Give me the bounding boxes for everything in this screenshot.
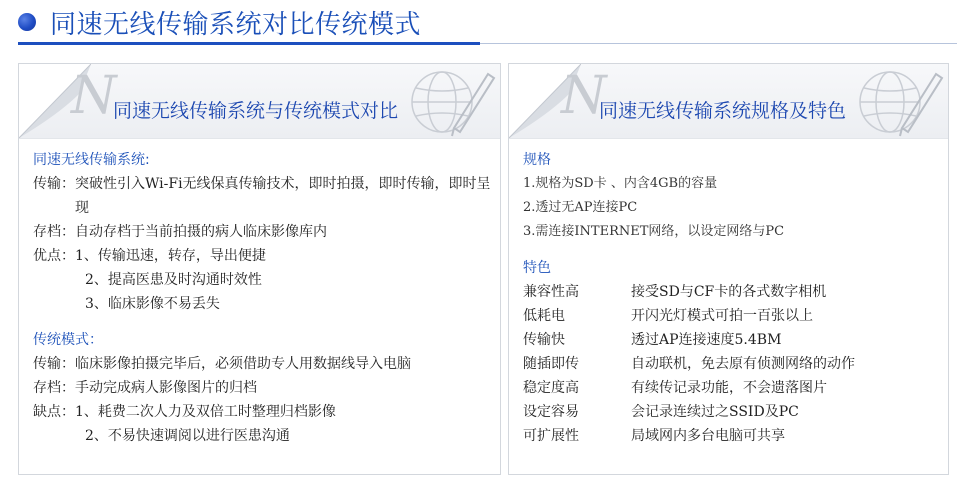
transfer-text: 突破性引入Wi-Fi无线保真传输技术，即时拍摄，即时传输，即时呈现 [75,176,491,216]
feature-desc: 有续传记录功能，不会遗落图片 [631,380,827,396]
banner-letter: N [71,66,117,126]
pros-label: 优点： [33,248,75,264]
wireless-transfer-row [33,172,492,220]
feature-name: 设定容易 [523,404,579,420]
feature-row [523,376,940,400]
wireless-pros-row [33,244,492,268]
features-heading: 特色 [523,260,551,276]
card-banner [509,64,948,139]
feature-name: 稳定度高 [523,380,579,396]
spec-card [508,63,949,475]
traditional-cons-row [33,400,492,424]
feature-row [523,304,940,328]
feature-row [523,328,940,352]
archive-text: 自动存档于当前拍摄的病人临床影像库内 [75,224,327,240]
card-banner [19,64,500,139]
feature-desc: 会记录连续过之SSID及PC [631,404,799,420]
page-title: 同速无线传输系统对比传统模式 [50,9,422,40]
feature-desc: 透过AP连接速度5.4BM [631,332,782,348]
spec-heading: 规格 [523,152,551,168]
comparison-card [18,63,501,475]
transfer-label: 传输： [33,356,75,372]
cons-label: 缺点： [33,404,75,420]
archive-label: 存档： [33,380,75,396]
card-title: 同速无线传输系统与传统模式对比 [113,100,399,122]
spec-item: 2.透过无AP连接PC [523,200,638,215]
feature-row [523,400,940,424]
pros-item: 1、传输迅速，转存，导出便捷 [75,248,266,264]
transfer-text: 临床影像拍摄完毕后，必须借助专人用数据线导入电脑 [75,356,411,372]
traditional-heading: 传统模式： [33,332,103,348]
pros-item: 3、临床影像不易丢失 [85,296,220,312]
spec-item: 1.规格为SD卡 、内含4GB的容量 [523,176,718,191]
transfer-label: 传输： [33,176,75,192]
archive-text: 手动完成病人影像图片的归档 [75,380,257,396]
feature-name: 随插即传 [523,356,579,372]
globe-pen-icon [404,66,496,138]
cons-item: 2、不易快速调阅以进行医患沟通 [85,428,290,444]
spec-body [523,148,940,448]
globe-pen-icon [852,66,944,138]
traditional-archive-row [33,376,492,400]
feature-name: 传输快 [523,332,565,348]
card-title: 同速无线传输系统规格及特色 [599,100,847,122]
spec-item: 3.需连接INTERNET网络，以设定网络与PC [523,224,785,239]
wireless-archive-row [33,220,492,244]
archive-label: 存档： [33,224,75,240]
header-underline [18,42,480,45]
feature-name: 兼容性高 [523,284,579,300]
comparison-body [33,148,492,448]
pros-item: 2、提高医患及时沟通时效性 [85,272,262,288]
bullet-dot-icon [18,13,36,31]
page-header [18,6,421,38]
banner-letter: N [561,66,607,126]
feature-row [523,352,940,376]
cons-item: 1、耗费二次人力及双倍工时整理归档影像 [75,404,336,420]
feature-desc: 开闪光灯模式可拍一百张以上 [631,308,813,324]
feature-desc: 接受SD与CF卡的各式数字相机 [631,284,827,300]
feature-row [523,280,940,304]
feature-desc: 自动联机，免去原有侦测网络的动作 [631,356,855,372]
feature-row [523,424,940,448]
feature-desc: 局域网内多台电脑可共享 [631,428,785,444]
feature-name: 可扩展性 [523,428,579,444]
wireless-heading: 同速无线传输系统: [33,152,150,168]
header-divider [480,43,957,44]
traditional-transfer-row [33,352,492,376]
feature-name: 低耗电 [523,308,565,324]
